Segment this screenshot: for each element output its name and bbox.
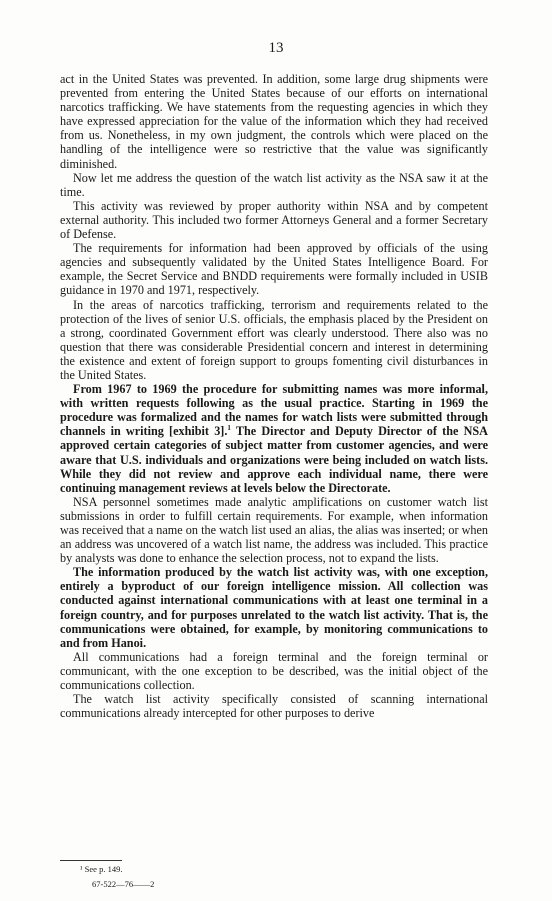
paragraph-7: NSA personnel sometimes made analytic amplifications on customer watch list submissions in order to fulfill certain requirements. For example, when information was received that a name on the watch list used an alias, the alias was inserted; or when an address was uncovered of a watch list name, the address was included. This practice by analysts was done to enhance the selection process, not to expand the lists. [60,494,488,566]
paragraph-6-text: From 1967 to 1969 the procedure for submitting names was more informal, with written requests following as the usual practice. Starting in 1969 the procedure was formalized and the names for watch lists were submitted through channels in writing [exhibit 3]. [60,382,488,439]
paragraph-8: The information produced by the watch list activity was, with one exception, entirely a byproduct of our foreign intelligence mission. All collection was conducted against international communications with at least one terminal in a foreign country, and for purposes unrelated to the watch list activity. That is, the communications were obtained, for example, by monitoring communications to and from Hanoi. [60,565,488,650]
paragraph-9: All communications had a foreign terminal and the foreign terminal or communicant, with the one exception to be described, was the initial object of the communications collection. [60,649,488,693]
body-text [60,72,488,720]
footnote: ¹ See p. 149. [80,864,123,874]
paragraph-6 [60,382,488,495]
paragraph-2: Now let me address the question of the watch list activity as the NSA saw it at the time. [60,170,488,199]
paragraph-5: In the areas of narcotics trafficking, terrorism and requirements related to the protection of the lives of senior U.S. officials, the emphasis placed by the President on a strong, coordinated Government effort was clearly understood. There also was no question that there was considerable Presidential concern and interest in determining the existence and extent of foreign support to groups fomenting civil disturbances in the United States. [60,297,488,382]
footnote-divider [60,860,122,861]
paragraph-10: The watch list activity specifically consisted of scanning international communications already intercepted for other purposes to derive [60,692,488,721]
paragraph-3: This activity was reviewed by proper authority within NSA and by competent external authority. This included two former Attorneys General and a former Secretary of Defense. [60,198,488,242]
paragraph-1: act in the United States was prevented. In addition, some large drug shipments were prevented from entering the United States because of our efforts on international narcotics trafficking. We have statements from the requesting agencies in which they have expressed appreciation for the value of the information which they had received from us. Nonetheless, in my own judgment, the controls which were placed on the handling of the intelligence were so restrictive that the value was significantly diminished. [60,72,488,171]
paragraph-6-text-after: The Director and Deputy Director of the NSA approved certain categories of subject matter from customer agencies, and were aware that U.S. individuals and organizations were being included on watch lists. While they did not review and approve each individual name, there were continuing management reviews at levels below the Directorate. [60,424,488,495]
gpo-line: 67-522—76——2 [92,879,155,889]
page-number: 13 [268,40,284,56]
footnote-marker: 1 [227,424,231,433]
paragraph-4: The requirements for information had been approved by officials of the using agencies and subsequently validated by the United States Intelligence Board. For example, the Secret Service and BNDD requirements were formally included in USIB guidance in 1970 and 1971, respectively. [60,241,488,298]
